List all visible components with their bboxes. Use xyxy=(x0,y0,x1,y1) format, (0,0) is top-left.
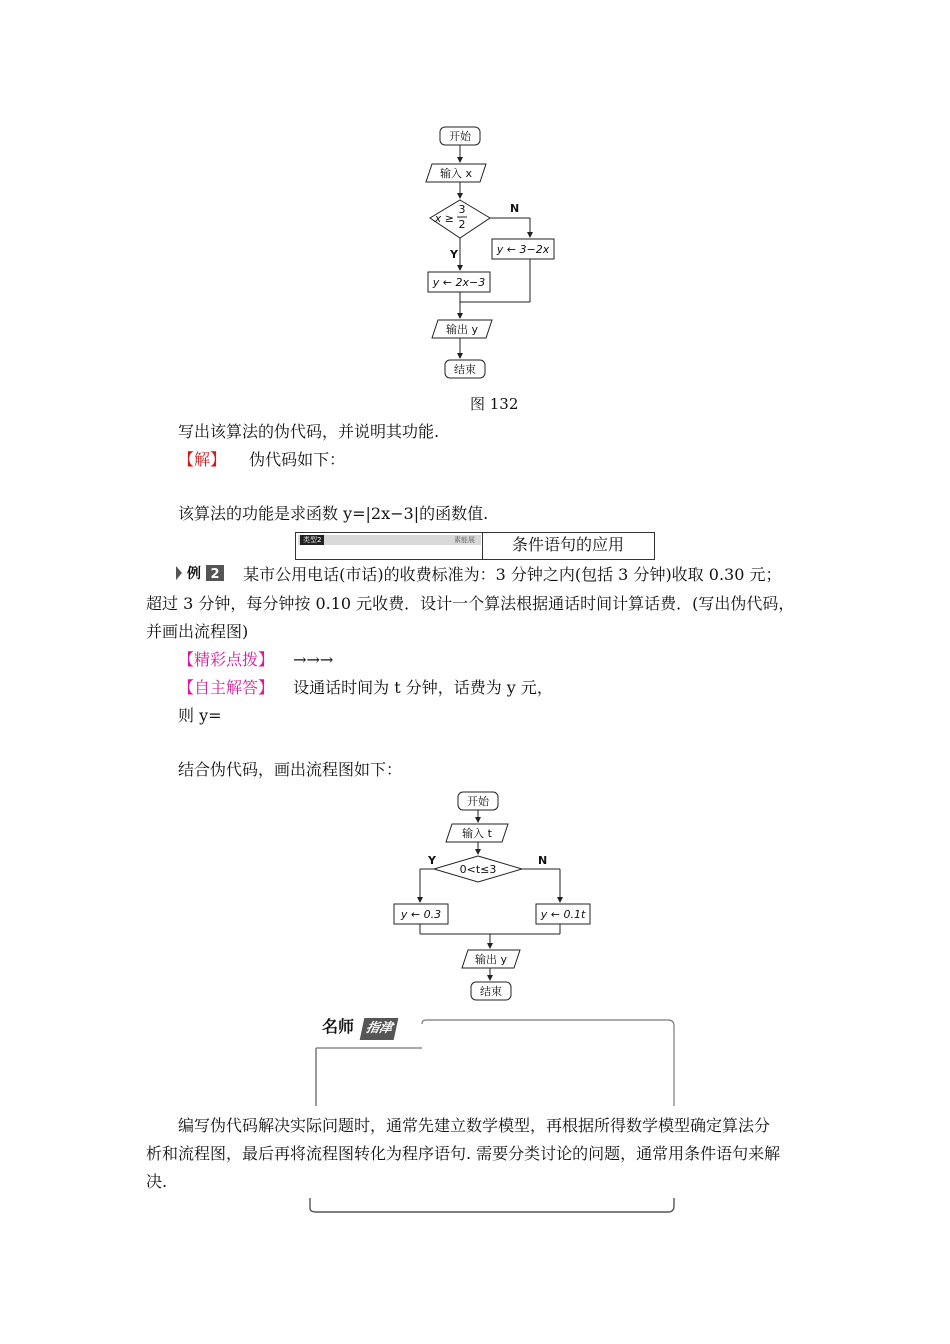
example-badge-num: 2 xyxy=(210,567,220,582)
example-badge-label: 例 xyxy=(187,566,201,582)
hint-line xyxy=(178,650,333,670)
figure-caption: 图 132 xyxy=(470,395,519,413)
solve-line xyxy=(178,450,345,470)
answer-then: 则 y= xyxy=(178,706,222,725)
type-header-box xyxy=(295,532,655,560)
flowchart-2 xyxy=(392,788,602,1004)
teacher-title-a: 名师 xyxy=(322,1017,355,1036)
fc1-yes-label: Y xyxy=(450,248,458,261)
fc2-cond-label: 0<t≤3 xyxy=(459,863,497,876)
type-title: 条件语句的应用 xyxy=(512,535,625,554)
fc1-end-label: 结束 xyxy=(454,363,476,376)
fc2-branch-yes-label: y ← 0.3 xyxy=(400,908,442,921)
combine-text: 结合伪代码，画出流程图如下： xyxy=(178,760,403,779)
teacher-line1: 编写伪代码解决实际问题时，通常先建立数学模型，再根据所得数学模型确定算法分 xyxy=(178,1116,771,1135)
fc2-end-label: 结束 xyxy=(480,985,502,998)
teacher-line2: 析和流程图，最后再将流程图转化为程序语句. 需要分类讨论的问题，通常用条件语句来解 xyxy=(146,1144,781,1163)
teacher-title-b: 指津 xyxy=(359,1018,398,1040)
fc1-cond-num: 3 xyxy=(458,203,466,216)
type-tag-left: 类型2 xyxy=(300,535,324,545)
solve-label: 【解】 xyxy=(178,450,227,469)
example2-text1: 某市公用电话(市话)的收费标准为：3 分钟之内(包括 3 分钟)收取 0.30 元； xyxy=(243,565,782,584)
fc1-no-label: N xyxy=(510,202,520,215)
solve-text: 伪代码如下： xyxy=(249,450,346,469)
answer-text: 设通话时间为 t 分钟，话费为 y 元， xyxy=(293,678,553,697)
fc1-input-label: 输入 x xyxy=(439,167,473,180)
fc2-no-label: N xyxy=(538,854,548,867)
flowchart-1 xyxy=(420,122,570,386)
fc1-branch-yes-label: y ← 2x−3 xyxy=(432,276,486,289)
answer-label: 【自主解答】 xyxy=(178,678,275,697)
fc1-output-label: 输出 y xyxy=(445,323,479,336)
type-divider xyxy=(482,533,483,559)
teacher-line3: 决. xyxy=(146,1172,168,1191)
example2-line3: 并画出流程图) xyxy=(146,622,249,641)
function-text: 该算法的功能是求函数 y=|2x−3|的函数值. xyxy=(178,504,489,523)
fc1-cond-left: x ≥ xyxy=(434,212,454,225)
fc2-branch-no-label: y ← 0.1t xyxy=(540,908,586,921)
fc2-output-label: 输出 y xyxy=(474,953,508,966)
fc2-start-label: 开始 xyxy=(467,795,489,808)
answer-line xyxy=(178,678,553,698)
example-badge xyxy=(176,564,230,587)
hint-arrows: →→→ xyxy=(293,650,334,669)
fc1-branch-no-label: y ← 3−2x xyxy=(496,243,550,256)
type-tag-bar xyxy=(298,535,481,545)
task-text: 写出该算法的伪代码，并说明其功能. xyxy=(178,422,440,441)
fc2-input-label: 输入 t xyxy=(462,827,492,840)
type-tag-right: 素能展 xyxy=(454,536,475,544)
teacher-title xyxy=(322,1016,396,1040)
fc1-start-label: 开始 xyxy=(449,130,471,143)
hint-label: 【精彩点拨】 xyxy=(178,650,275,669)
fc1-cond-den: 2 xyxy=(458,218,466,231)
example2-line2: 超过 3 分钟，每分钟按 0.10 元收费．设计一个算法根据通话时间计算话费．(写出伪代码， xyxy=(146,594,795,613)
example2-line1 xyxy=(176,564,781,587)
fc2-yes-label: Y xyxy=(428,854,436,867)
